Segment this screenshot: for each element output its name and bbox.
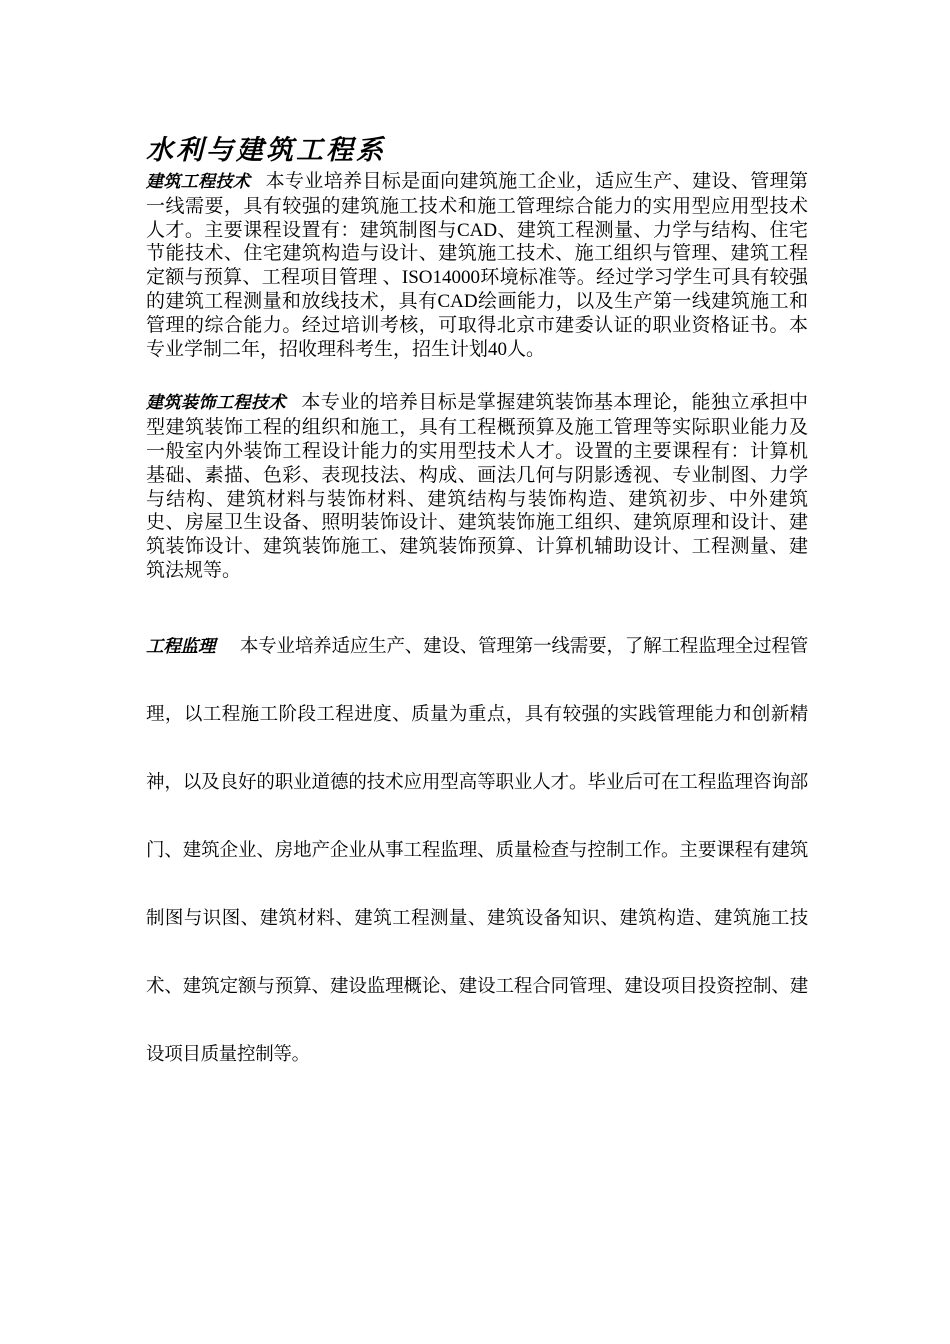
document-page [146,132,808,1089]
section-project-supervision [146,613,808,1089]
section-body: 本专业培养目标是面向建筑施工企业，适应生产、建设、管理第一线需要，具有较强的建筑施工技术和施工管理综合能力的实用型应用型技术人才。主要课程设置有：建筑制图与CAD、建筑工程测量、力学与结构、住宅节能技术、住宅建筑构造与设计、建筑施工技术、施工组织与管理、建筑工程定额与预算、工程项目管理 、ISO14000环境标准等。经过学习学生可具有较强的建筑工程测量和放线技术，具有CAD绘画能力，以及生产第一线建筑施工和管理的综合能力。经过培训考核，可取得北京市建委认证的职业资格证书。本专业学制二年，招收理科考生，招生计划40人。 [146,171,808,360]
section-construction-engineering [146,170,808,361]
section-body: 本专业培养适应生产、建设、管理第一线需要，了解工程监理全过程管理，以工程施工阶段工程进度、质量为重点，具有较强的实践管理能力和创新精神，以及良好的职业道德的技术应用型高等职业人才。毕业后可在工程监理咨询部门、建筑企业、房地产企业从事工程监理、质量检查与控制工作。主要课程有建筑制图与识图、建筑材料、建筑工程测量、建筑设备知识、建筑构造、建筑施工技术、建筑定额与预算、建设监理概论、建设工程合同管理、建设项目投资控制、建设项目质量控制等。 [146,635,808,1065]
section-heading: 建筑装饰工程技术 [146,393,287,414]
section-body: 本专业的培养目标是掌握建筑装饰基本理论，能独立承担中型建筑装饰工程的组织和施工，具有工程概预算及施工管理等实际职业能力及一般室内外装饰工程设计能力的实用型技术人才。设置的主要课程有：计算机基础、素描、色彩、表现技法、构成、画法几何与阴影透视、专业制图、力学与结构、建筑材料与装饰材料、建筑结构与装饰构造、建筑初步、中外建筑史、房屋卫生设备、照明装饰设计、建筑装饰施工组织、建筑原理和设计、建筑装饰设计、建筑装饰施工、建筑装饰预算、计算机辅助设计、工程测量、建筑法规等。 [146,392,808,581]
department-title: 水利与建筑工程系 [146,135,386,166]
section-heading: 工程监理 [146,636,216,657]
section-heading: 建筑工程技术 [146,172,251,192]
section-decoration-engineering [146,391,808,582]
